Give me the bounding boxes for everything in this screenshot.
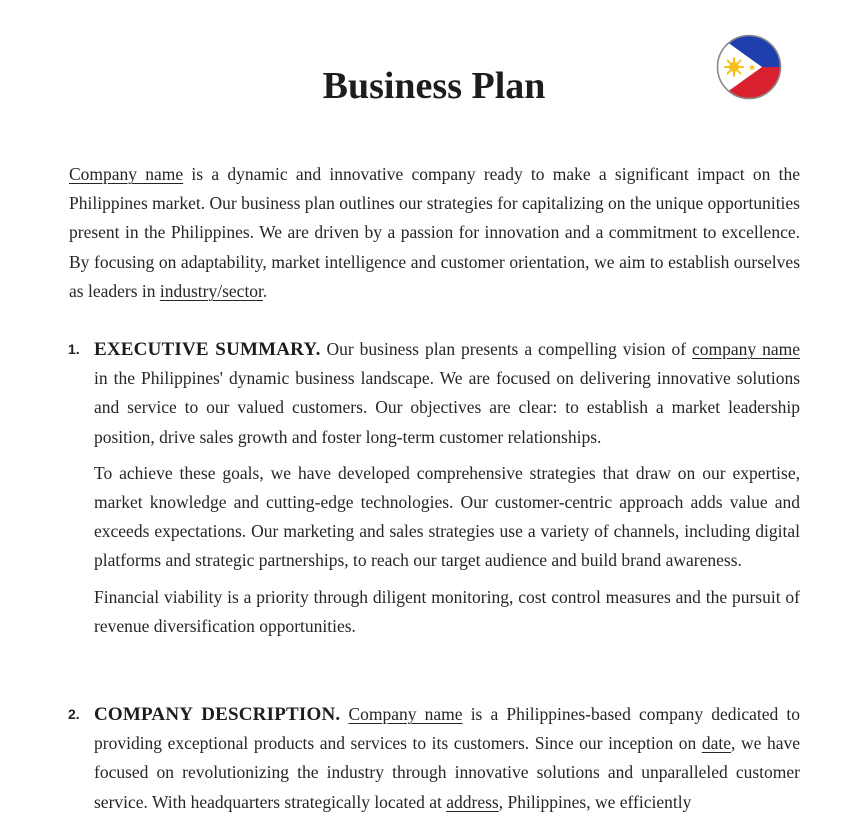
section-text: is a Philippines-based company dedicated to providing exceptional products and services to its customers. Since our inception on <box>94 704 801 754</box>
company-name-placeholder[interactable]: Company name <box>348 704 463 724</box>
section-text: , Philippines, we efficiently <box>498 791 692 812</box>
company-name-placeholder[interactable]: company name <box>692 339 800 359</box>
industry-placeholder[interactable]: industry/sector <box>159 280 263 301</box>
page-title: Business Plan <box>322 65 546 107</box>
section-text: , we have focused on revolutionizing the industry through innovative solutions and unparalleled customer service. With headquarters strategically located at <box>94 733 800 812</box>
section-text: in the Philippines' dynamic business landscape. We are focused on delivering innovative solutions and service to our valued customers. Our objectives are clear: to establish a market leadership position, drive sales growth and foster long-term customer relationships. <box>94 368 800 447</box>
section-number: 2. <box>68 706 80 722</box>
intro-text-end: . <box>262 280 268 301</box>
section-executive-summary <box>68 335 800 641</box>
philippines-flag-icon <box>716 34 782 100</box>
company-name-placeholder[interactable]: Company name <box>69 164 184 184</box>
section-paragraph: Financial viability is a priority through diligent monitoring, cost control measures and the pursuit of revenue diversification opportunities. <box>94 586 800 636</box>
section-heading: COMPANY DESCRIPTION. <box>94 704 341 725</box>
intro-text: is a dynamic and innovative company ready to make a significant impact on the Philippines market. Our business plan outlines our strategies for capitalizing on the unique opportunities present in the Philippines. We are driven by a passion for innovation and a commitment to excellence. By focusing on adaptability, market intelligence and customer orientation, we aim to establish ourselves as leaders in <box>69 164 800 301</box>
section-number: 1. <box>68 341 80 357</box>
address-placeholder[interactable]: address <box>446 791 499 812</box>
section-heading: EXECUTIVE SUMMARY. <box>94 339 321 360</box>
date-placeholder[interactable]: date <box>701 733 732 754</box>
intro-paragraph <box>69 160 800 306</box>
section-text: Our business plan presents a compelling vision of <box>320 339 692 359</box>
section-company-description <box>68 700 801 817</box>
section-paragraph: To achieve these goals, we have developed comprehensive strategies that draw on our expertise, market knowledge and cutting-edge technologies. Our customer-centric approach adds value and exceeds expectations. Our marketing and sales strategies use a variety of channels, including digital platforms and strategic partnerships, to reach our target audience and build brand awareness. <box>94 462 800 571</box>
section-paragraph <box>94 700 800 817</box>
section-paragraph <box>94 335 800 452</box>
